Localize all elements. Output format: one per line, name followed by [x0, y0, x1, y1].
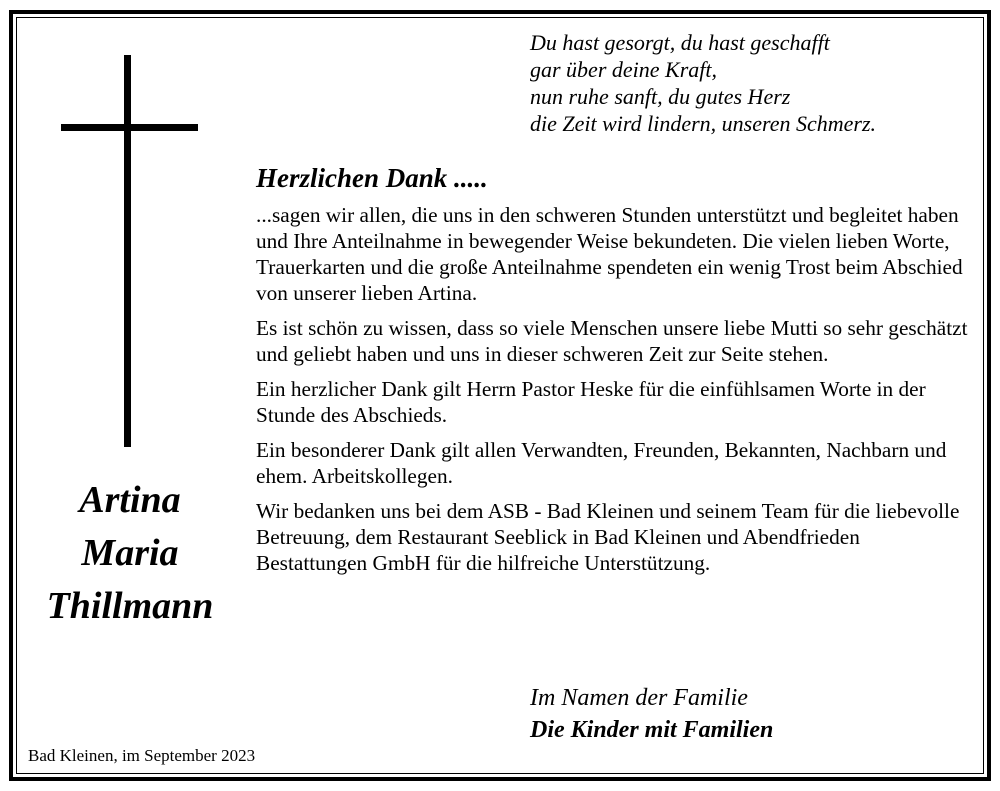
thanks-heading: Herzlichen Dank .....: [256, 163, 488, 193]
place-date: Bad Kleinen, im September 2023: [28, 746, 256, 765]
signature: [530, 682, 773, 746]
deceased-first-name: Artina: [79, 479, 181, 521]
thanks-paragraph: Wir bedanken uns bei dem ASB - Bad Kleinen und seinem Team für die liebevolle Betreuung, dem Restaurant Seeblick in Bad Kleinen und Abendfrieden Bestattungen GmbH für die hilfreiche Unterstützung.: [256, 499, 960, 575]
poem-line: gar über deine Kraft,: [530, 57, 717, 82]
deceased-last-name: Thillmann: [46, 585, 214, 627]
cross-vertical-beam: [124, 55, 131, 447]
thanks-body: [256, 202, 971, 585]
deceased-middle-name: Maria: [81, 532, 179, 574]
deceased-name: [24, 474, 236, 633]
thanks-paragraph: Ein besonderer Dank gilt allen Verwandten, Freunden, Bekannten, Nachbarn und ehem. Arbeitskollegen.: [256, 438, 947, 488]
poem-line: nun ruhe sanft, du gutes Herz: [530, 84, 791, 109]
cross-horizontal-beam: [61, 124, 198, 131]
signature-intro: Im Namen der Familie: [530, 685, 748, 711]
poem: [530, 29, 970, 137]
thanks-paragraph: Ein herzlicher Dank gilt Herrn Pastor Heske für die einfühlsamen Worte in der Stunde des Abschieds.: [256, 377, 926, 427]
signature-family: Die Kinder mit Familien: [530, 717, 774, 743]
poem-line: die Zeit wird lindern, unseren Schmerz.: [530, 111, 877, 136]
poem-line: Du hast gesorgt, du hast geschafft: [530, 30, 830, 55]
thanks-paragraph: ...sagen wir allen, die uns in den schweren Stunden unterstützt und begleitet haben und Ihre Anteilnahme in bewegender Weise bekundeten. Die vielen lieben Worte, Trauerkarten und die große Anteilnahme spendeten ein wenig Trost beim Abschied von unserer lieben Artina.: [256, 203, 963, 305]
thanks-paragraph: Es ist schön zu wissen, dass so viele Menschen unsere liebe Mutti so sehr geschätzt und geliebt haben und uns in dieser schweren Zeit zur Seite stehen.: [256, 316, 968, 366]
